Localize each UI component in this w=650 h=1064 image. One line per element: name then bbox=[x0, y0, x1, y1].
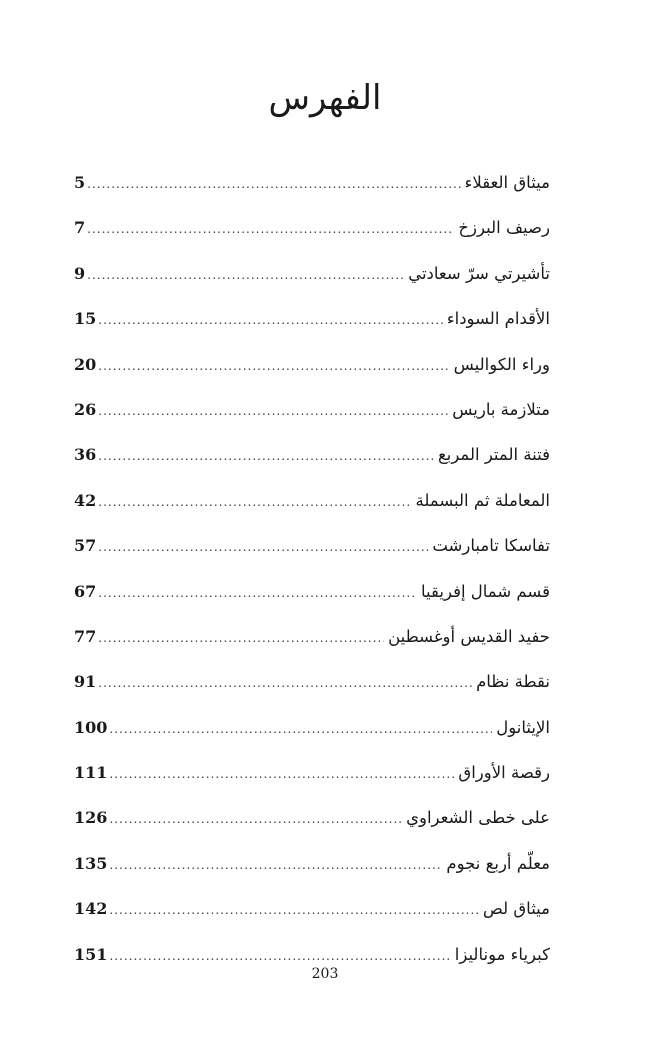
toc-entry bbox=[74, 886, 550, 931]
toc-entry-page: 135 bbox=[74, 853, 108, 873]
dot-leader bbox=[109, 752, 454, 797]
toc-entry bbox=[74, 569, 550, 614]
dot-leader bbox=[98, 661, 472, 706]
toc-entry bbox=[74, 205, 550, 250]
toc-entry bbox=[74, 523, 550, 568]
toc-entry-title: الأقدام السوداء bbox=[446, 309, 550, 329]
toc-entry bbox=[74, 432, 550, 477]
toc-entry bbox=[74, 659, 550, 704]
toc-entry-title: تأشيرتي سرّ سعادتي bbox=[408, 263, 550, 283]
toc-entry-page: 15 bbox=[74, 309, 97, 329]
toc-entry-title: فتنة المتر المربع bbox=[437, 445, 550, 465]
toc-entry bbox=[74, 387, 550, 432]
dot-leader bbox=[98, 616, 384, 661]
toc-entry bbox=[74, 342, 550, 387]
toc-entry bbox=[74, 478, 550, 523]
toc-entry-title: متلازمة باريس bbox=[452, 399, 550, 419]
dot-leader bbox=[98, 571, 417, 616]
toc-entry-title: ميثاق العقلاء bbox=[464, 173, 550, 192]
toc-entry-title: رصيف البرزخ bbox=[458, 218, 550, 238]
table-of-contents bbox=[74, 160, 550, 977]
toc-entry-page: 9 bbox=[74, 263, 86, 283]
toc-entry-page: 36 bbox=[74, 445, 97, 465]
toc-entry-title: رقصة الأوراق bbox=[458, 763, 550, 783]
dot-leader bbox=[109, 843, 442, 888]
dot-leader bbox=[109, 888, 478, 933]
toc-entry-title: المعاملة ثم البسملة bbox=[415, 490, 550, 510]
toc-entry-page: 100 bbox=[74, 717, 108, 737]
toc-entry bbox=[74, 841, 550, 886]
toc-entry-page: 142 bbox=[74, 899, 108, 919]
dot-leader bbox=[87, 253, 404, 298]
dot-leader bbox=[87, 207, 454, 252]
toc-entry-title: على خطى الشعراوي bbox=[406, 808, 550, 828]
toc-entry-title: ميثاق لص bbox=[482, 899, 550, 919]
toc-entry bbox=[74, 251, 550, 296]
dot-leader bbox=[98, 525, 428, 570]
dot-leader bbox=[98, 480, 411, 525]
toc-entry-title: حفيد القديس أوغسطين bbox=[388, 626, 550, 646]
page-number: 203 bbox=[311, 966, 339, 982]
toc-entry-title: معلّم أربع نجوم bbox=[446, 853, 550, 873]
toc-entry-page: 126 bbox=[74, 808, 108, 828]
toc-entry-page: 26 bbox=[74, 399, 97, 419]
toc-entry-title: كبرياء موناليزا bbox=[454, 944, 550, 964]
toc-entry-page: 111 bbox=[74, 763, 108, 783]
toc-entry-page: 42 bbox=[74, 490, 97, 510]
dot-leader bbox=[87, 162, 460, 207]
dot-leader bbox=[98, 344, 449, 389]
dot-leader bbox=[109, 707, 492, 752]
toc-entry bbox=[74, 614, 550, 659]
toc-entry-page: 91 bbox=[74, 672, 97, 692]
toc-entry-page: 7 bbox=[74, 218, 86, 238]
toc-entry-title: نقطة نظام bbox=[476, 672, 550, 692]
dot-leader bbox=[98, 298, 443, 343]
toc-entry bbox=[74, 296, 550, 341]
dot-leader bbox=[98, 434, 434, 479]
toc-entry-page: 20 bbox=[74, 354, 97, 374]
toc-entry-title: وراء الكواليس bbox=[453, 354, 550, 374]
toc-entry-title: تفاسكا تامبارشت bbox=[432, 536, 550, 556]
toc-entry bbox=[74, 705, 550, 750]
page-title: الفهرس bbox=[268, 78, 382, 118]
toc-entry bbox=[74, 795, 550, 840]
toc-entry-page: 67 bbox=[74, 581, 97, 601]
toc-entry-page: 151 bbox=[74, 944, 108, 964]
dot-leader bbox=[109, 797, 402, 842]
dot-leader bbox=[98, 389, 448, 434]
toc-entry bbox=[74, 750, 550, 795]
toc-entry-page: 77 bbox=[74, 626, 97, 646]
toc-entry-page: 57 bbox=[74, 536, 97, 556]
toc-entry-title: قسم شمال إفريقيا bbox=[421, 581, 550, 601]
toc-entry bbox=[74, 160, 550, 205]
toc-entry-title: الإيثانول bbox=[496, 717, 550, 737]
toc-entry-page: 5 bbox=[74, 173, 86, 192]
